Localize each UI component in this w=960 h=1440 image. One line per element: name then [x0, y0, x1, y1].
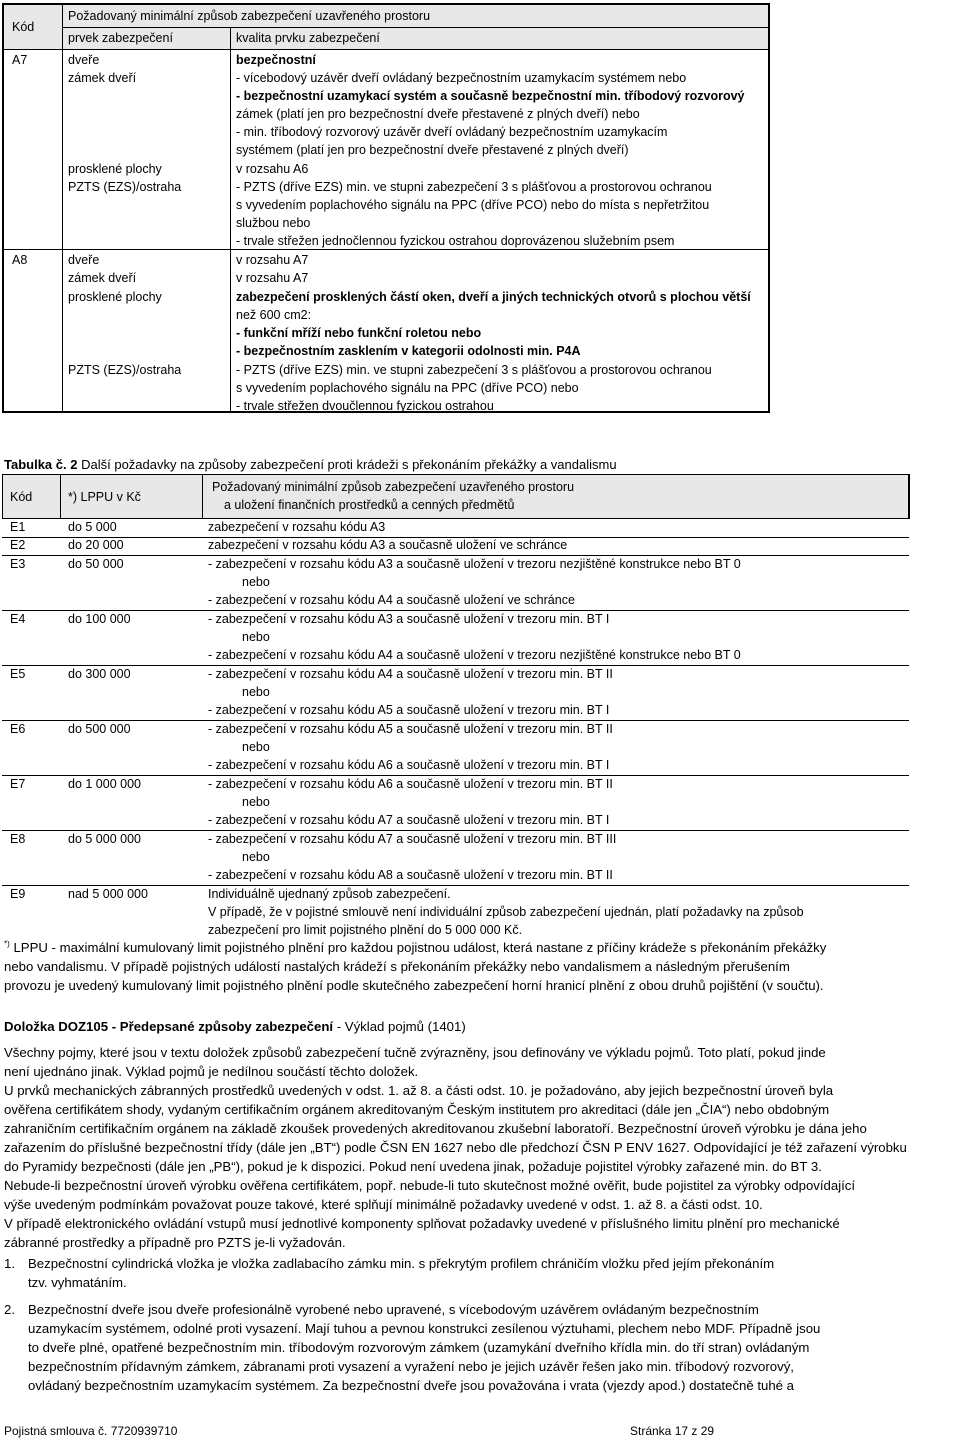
code-e4: E4 — [10, 612, 26, 626]
text-line: - zabezpečení v rozsahu kódu A4 a současně uložení ve schránce — [208, 593, 575, 607]
a8-dvere: dveře — [68, 253, 100, 267]
text-line: nebo — [242, 575, 270, 589]
footnote — [4, 938, 956, 995]
text-line: tzv. vyhmatáním. — [28, 1275, 127, 1290]
text-line: nebo — [242, 850, 270, 864]
doz-paragraph-4 — [4, 1214, 956, 1252]
text-line: - zabezpečení v rozsahu kódu A6 a současně uložení v trezoru min. BT I — [208, 758, 610, 772]
limit-e5: do 300 000 — [68, 667, 131, 681]
text-line: ovládaný bezpečnostním uzamykacím systémem. Za bezpečnostní dveře jsou považována i vrata (vjezdy apod.) dostatečně tuhé a — [28, 1378, 795, 1393]
text-line: - zabezpečení v rozsahu kódu A5 a současně uložení v trezoru min. BT I — [208, 703, 610, 717]
text-line: ověřena certifikátem shody, vydaným certifikačním orgánem akreditovaným Českým institutem pro akreditaci (dále jen „ČIA“) nebo obdobným — [4, 1102, 830, 1117]
text-line: - PZTS (dříve EZS) min. ve stupni zabezpečení 3 s plášťovou a prostorovou ochranou — [236, 363, 712, 377]
a7-dvere-value: bezpečnostní — [236, 53, 316, 67]
header-title: Požadovaný minimální způsob zabezpečení uzavřeného prostoru — [68, 9, 431, 23]
text-line: Bezpečnostní cylindrická vložka je vložka zadlabacího zámku min. s překrytým profilem chráničím vložku před jejím překonáním — [28, 1256, 775, 1271]
text-line: V případě elektronického ovládání vstupů musí jednotlivé komponenty splňovat požadavky uvedené v příslušného limitu plnění pro mechanické — [4, 1216, 840, 1231]
header-title-line1: Požadovaný minimální způsob zabezpečení uzavřeného prostoru — [212, 480, 575, 494]
caption-number: 2 — [70, 457, 78, 472]
text-line: systémem (platí jen pro bezpečnostní dveře přestavené z plných dveří) — [236, 143, 629, 157]
text-line: - vícebodový uzávěr dveří ovládaný bezpečnostním uzamykacím systémem nebo — [236, 71, 687, 85]
text-line: zábranné prostředky a případně pro PZTS je-li vyžadován. — [4, 1235, 346, 1250]
text-line: - zabezpečení v rozsahu kódu A3 a současně uložení v trezoru min. BT I — [208, 612, 610, 626]
table-divider — [60, 474, 61, 518]
a7-pzts: PZTS (EZS)/ostraha — [68, 180, 182, 194]
table-divider — [2, 518, 909, 519]
text-line: - zabezpečení v rozsahu kódu A7 a současně uložení v trezoru min. BT I — [208, 813, 610, 827]
text-line: Nebude-li bezpečnostní úroveň výrobku ověřena certifikátem, popř. nebude-li tuto skutečnost možné ověřit, bude pojistitel za výrobky odpovídající — [4, 1178, 856, 1193]
table-divider — [62, 27, 768, 28]
text-line: zabezpečení v rozsahu kódu A3 a současně uložení ve schránce — [208, 538, 568, 552]
security-table-b — [2, 474, 910, 936]
requirement-e9 — [208, 885, 804, 939]
item-number: 2. — [4, 1302, 15, 1317]
a8-dvere-value: v rozsahu A7 — [236, 253, 309, 267]
code-a7: A7 — [12, 53, 28, 67]
header-prvek: prvek zabezpečení — [68, 31, 173, 45]
text-line: - zabezpečení v rozsahu kódu A7 a současně uložení v trezoru min. BT III — [208, 832, 617, 846]
text-line: bezpečnostním přídavným zámkem, zábranami proti vysazení a vyražení nebo je jejich uzávěr řešen jako min. tříbodový rozvorový, — [28, 1359, 794, 1374]
requirement-e3 — [208, 555, 741, 609]
text-line: - zabezpečení v rozsahu kódu A4 a současně uložení v trezoru min. BT II — [208, 667, 613, 681]
caption-text: Další požadavky na způsoby zabezpečení proti krádeži s překonáním překážky a vandalismu — [81, 457, 617, 472]
text-line: službou nebo — [236, 216, 311, 230]
limit-e9: nad 5 000 000 — [68, 887, 148, 901]
text-line: - zabezpečení v rozsahu kódu A3 a současně uložení v trezoru nezjištěné konstrukce nebo BT 0 — [208, 557, 741, 571]
header-title-line2: a uložení finančních prostředků a cenných předmětů — [224, 498, 515, 512]
limit-e1: do 5 000 — [68, 520, 117, 534]
requirement-e5 — [208, 665, 613, 719]
header-kvalita: kvalita prvku zabezpečení — [236, 31, 380, 45]
a7-zamek-value — [236, 69, 766, 159]
text-line: LPPU - maximální kumulovaný limit pojistného plnění pro každou pojistnou událost, která nastane z příčiny krádeže s překonáním překážky — [9, 940, 827, 955]
limit-e2: do 20 000 — [68, 538, 124, 552]
code-e1: E1 — [10, 520, 26, 534]
code-e7: E7 — [10, 777, 26, 791]
text-line: než 600 cm2: — [236, 308, 312, 322]
requirement-e2 — [208, 536, 567, 554]
table-divider — [62, 5, 63, 411]
code-e6: E6 — [10, 722, 26, 736]
text-line: zámek (platí jen pro bezpečnostní dveře přestavené z plných dveří) nebo — [236, 107, 640, 121]
doz-item-1 — [4, 1254, 956, 1292]
a8-zamek-value: v rozsahu A7 — [236, 271, 309, 285]
page-number: Stránka 17 z 29 — [630, 1424, 715, 1438]
a7-plochy: prosklené plochy — [68, 162, 162, 176]
table-divider — [2, 474, 3, 518]
text-line: nebo — [242, 630, 270, 644]
text-line: - zabezpečení v rozsahu kódu A6 a současně uložení v trezoru min. BT II — [208, 777, 613, 791]
header-lppu: *) LPPU v Kč — [68, 490, 141, 504]
header-kod: Kód — [12, 20, 35, 34]
text-line: - bezpečnostní uzamykací systém a současně bezpečnostní min. tříbodový rozvorový — [236, 89, 745, 103]
text-line: zahraničním certifikačním orgánem na základě zkoušek provedených akreditovanou zkušební laboratoří. Bezpečnostní úroveň výrobku je dána jeho — [4, 1121, 867, 1136]
text-line: nebo — [242, 795, 270, 809]
text-line: Všechny pojmy, které jsou v textu doložek způsobů zabezpečení tučně zvýrazněny, jsou definovány ve výkladu pojmů. Toto platí, pokud jinde — [4, 1045, 826, 1060]
limit-e4: do 100 000 — [68, 612, 131, 626]
requirement-e7 — [208, 775, 613, 829]
table-caption — [4, 456, 617, 474]
a7-zamek: zámek dveří — [68, 71, 137, 85]
heading-bold: Doložka DOZ105 - Předepsané způsoby zabezpečení — [4, 1019, 334, 1034]
text-line: zabezpečení v rozsahu kódu A3 — [208, 520, 386, 534]
text-line: - PZTS (dříve EZS) min. ve stupni zabezpečení 3 s plášťovou a prostorovou ochranou — [236, 180, 712, 194]
doz-item-2 — [4, 1300, 956, 1395]
text-line: - zabezpečení v rozsahu kódu A4 a současně uložení v trezoru nezjištěné konstrukce nebo BT 0 — [208, 648, 741, 662]
text-line: s vyvedením poplachového signálu na PPC (dříve PCO) nebo — [236, 381, 579, 395]
doz-paragraph-2 — [4, 1081, 956, 1176]
code-e2: E2 — [10, 538, 26, 552]
a8-pzts-value — [236, 361, 766, 415]
a7-pzts-value — [236, 178, 766, 250]
requirement-e8 — [208, 830, 616, 884]
text-line: to dveře plné, opatřené bezpečnostním min. tříbodovým rozvorovým zámkem (uzamykání dveřního křídla min. do tří stran) ovládaným — [28, 1340, 810, 1355]
table-divider — [4, 49, 768, 50]
table-divider — [908, 474, 909, 518]
limit-e3: do 50 000 — [68, 557, 124, 571]
text-line: zařazením do příslušné bezpečnostní třídy (dále jen „BT“) podle ČSN EN 1627 nebo dle předchozí ČSN P ENV 1627. Odpovídající je též zařazení výrobku — [4, 1140, 907, 1155]
table-divider — [230, 27, 231, 411]
table-divider — [202, 474, 203, 518]
code-a8: A8 — [12, 253, 28, 267]
text-line: Individuálně ujednaný způsob zabezpečení. — [208, 887, 451, 901]
a8-plochy: prosklené plochy — [68, 290, 162, 304]
heading-rest: - Výklad pojmů (1401) — [333, 1019, 466, 1034]
doz-paragraph-1 — [4, 1043, 956, 1081]
limit-e6: do 500 000 — [68, 722, 131, 736]
a7-plochy-value: v rozsahu A6 — [236, 162, 309, 176]
code-e8: E8 — [10, 832, 26, 846]
text-line: zabezpečení pro limit pojistného plnění do 5 000 000 Kč. — [208, 923, 523, 937]
text-line: nebo vandalismu. V případě pojistných událostí nastalých krádeží s překonáním překážky nebo vandalismem a následným přerušením — [4, 959, 790, 974]
text-line: uzamykacím systémem, odolné proti vysazení. Mají tuhou a pevnou konstrukci zesílenou výztuhami, plechem nebo MDF. Případně jsou — [28, 1321, 821, 1336]
limit-e8: do 5 000 000 — [68, 832, 141, 846]
text-line: Bezpečnostní dveře jsou dveře profesionálně vyrobené nebo upravené, s vícebodovým uzávěrem ovládaným bezpečnostním — [28, 1302, 759, 1317]
text-line: výše uvedeným podmínkám považovat pouze takové, které splňují minimálně požadavky uvedené v odst. 1. až 8. a části odst. 10. — [4, 1197, 763, 1212]
a8-plochy-value — [236, 288, 766, 360]
text-line: - funkční mříží nebo funkční roletou nebo — [236, 326, 482, 340]
doz-paragraph-3 — [4, 1176, 956, 1214]
code-e5: E5 — [10, 667, 26, 681]
text-line: - trvale střežen jednočlennou fyzickou ostrahou doprovázenou služebním psem — [236, 234, 675, 248]
text-line: nebo — [242, 740, 270, 754]
text-line: - zabezpečení v rozsahu kódu A5 a současně uložení v trezoru min. BT II — [208, 722, 613, 736]
doz-heading — [4, 1017, 956, 1036]
requirement-e4 — [208, 610, 741, 664]
security-table-a — [2, 3, 770, 413]
text-line: zabezpečení prosklených částí oken, dveří a jiných technických otvorů s plochou větší — [236, 290, 751, 304]
code-e9: E9 — [10, 887, 26, 901]
text-line: provozu je uvedený kumulovaný limit pojistného plnění podle skutečného zabezpečení horní hranicí plnění z obou druhů pojištění (v součtu). — [4, 978, 824, 993]
requirement-e1 — [208, 518, 385, 536]
text-line: - min. tříbodový rozvorový uzávěr dveří ovládaný bezpečnostním uzamykacím — [236, 125, 668, 139]
text-line: - bezpečnostním zasklením v kategorii odolnosti min. P4A — [236, 344, 581, 358]
caption-label: Tabulka č. — [4, 457, 67, 472]
code-e3: E3 — [10, 557, 26, 571]
limit-e7: do 1 000 000 — [68, 777, 141, 791]
requirement-e6 — [208, 720, 613, 774]
text-line: - trvale střežen dvoučlennou fyzickou ostrahou — [236, 399, 494, 413]
policy-number: Pojistná smlouva č. 7720939710 — [4, 1424, 178, 1438]
item-number: 1. — [4, 1256, 15, 1271]
header-kod: Kód — [10, 490, 33, 504]
text-line: U prvků mechanických zábranných prostředků uvedených v odst. 1. až 8. a části odst. 10. je požadováno, aby jejich bezpečnostní úroveň byla — [4, 1083, 834, 1098]
a8-zamek: zámek dveří — [68, 271, 137, 285]
text-line: - zabezpečení v rozsahu kódu A8 a současně uložení v trezoru min. BT II — [208, 868, 613, 882]
text-line: s vyvedením poplachového signálu na PPC (dříve PCO) nebo do místa s nepřetržitou — [236, 198, 710, 212]
a7-dvere: dveře — [68, 53, 100, 67]
text-line: V případě, že v pojistné smlouvě není individuální způsob zabezpečení ujednán, platí požadavky na způsob — [208, 905, 804, 919]
a8-pzts: PZTS (EZS)/ostraha — [68, 363, 182, 377]
text-line: do Pyramidy bezpečnosti (dále jen „PB“), pokud je k dispozici. Pokud není uvedena jinak, požaduje pojistitel výrobky zařazené min. do BT 3. — [4, 1159, 822, 1174]
footnote-mark: *) — [4, 939, 10, 949]
text-line: není ujednáno jinak. Výklad pojmů je nedílnou součástí těchto doložek. — [4, 1064, 419, 1079]
text-line: nebo — [242, 685, 270, 699]
